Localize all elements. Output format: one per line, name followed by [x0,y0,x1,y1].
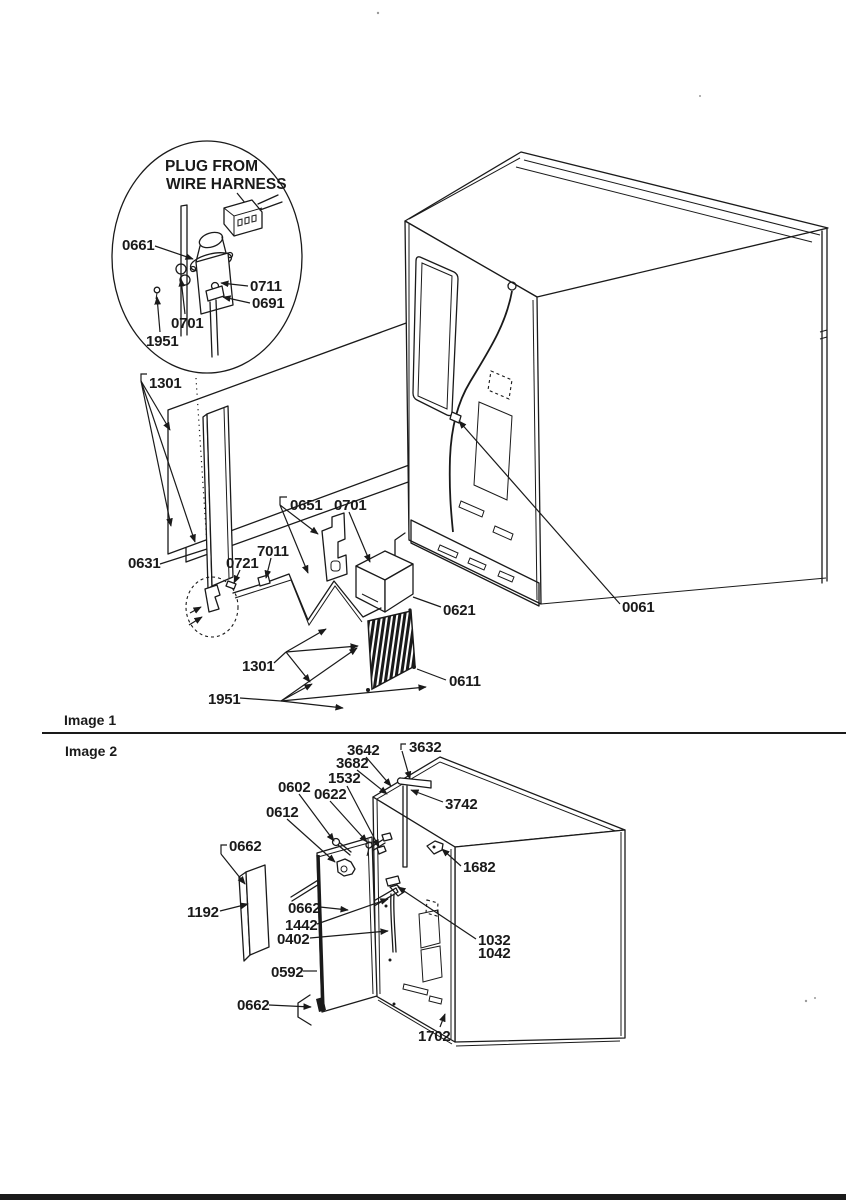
bottom-clip [298,995,326,1025]
refrigerator-cabinet-back [395,152,828,606]
image2-cabinet [373,757,625,1046]
part-label-1702: 1702 [418,1028,451,1045]
image1-title: Image 1 [64,712,117,728]
scan-speck [814,997,816,999]
image1-diagram [64,141,828,728]
image2-diagram [65,739,625,1046]
part-label-0701: 0701 [171,315,204,332]
part-label-1042: 1042 [478,945,511,962]
scan-speck [699,95,701,97]
part-label-0721: 0721 [226,555,259,572]
part-label-0622: 0622 [314,786,347,803]
part-label-0662b: 0662 [288,900,321,917]
trim-panel [239,865,269,961]
part-label-7011: 7011 [257,543,289,560]
wire-harness-plug [224,195,282,236]
part-label-0711: 0711 [250,278,282,295]
part-label-1951b: 1951 [208,691,241,708]
callout-note-line1: PLUG FROM [165,158,258,175]
part-label-0662a: 0662 [229,838,262,855]
part-label-0602: 0602 [278,779,311,796]
scan-speck [377,12,379,14]
part-label-0612: 0612 [266,804,299,821]
part-label-1442: 1442 [285,917,318,934]
image2-title: Image 2 [65,743,118,759]
page-bottom-edge [0,1194,846,1200]
part-label-0651: 0651 [290,497,323,514]
part-label-1951: 1951 [146,333,179,350]
tube-coupling [258,575,270,586]
part-label-1301: 1301 [149,375,182,392]
part-label-0061: 0061 [622,599,655,616]
part-label-0662c: 0662 [237,997,270,1014]
part-label-0592: 0592 [271,964,304,981]
part-label-0402: 0402 [277,931,310,948]
part-label-3742: 3742 [445,796,478,813]
part-label-1301b: 1301 [242,658,275,675]
part-label-3682: 3682 [336,755,369,772]
cabinet-side-bottom-edge [541,578,826,604]
valve-detail-circle [186,577,238,637]
part-label-3632: 3632 [409,739,442,756]
part-label-3642: 3642 [347,742,380,759]
part-label-0621: 0621 [443,602,476,619]
part-label-1532: 1532 [328,770,361,787]
part-label-0661: 0661 [122,237,155,254]
part-label-1032: 1032 [478,932,511,949]
condenser-coil [366,608,416,692]
compressor-cover [356,551,413,612]
part-label-1682: 1682 [463,859,496,876]
part-label-1192: 1192 [187,904,219,921]
callout-note-line2: WIRE HARNESS [166,176,287,193]
part-label-0611: 0611 [449,673,481,690]
part-label-0631: 0631 [128,555,161,572]
part-label-0701b: 0701 [334,497,367,514]
part-label-0691: 0691 [252,295,285,312]
scan-speck [805,1000,807,1002]
